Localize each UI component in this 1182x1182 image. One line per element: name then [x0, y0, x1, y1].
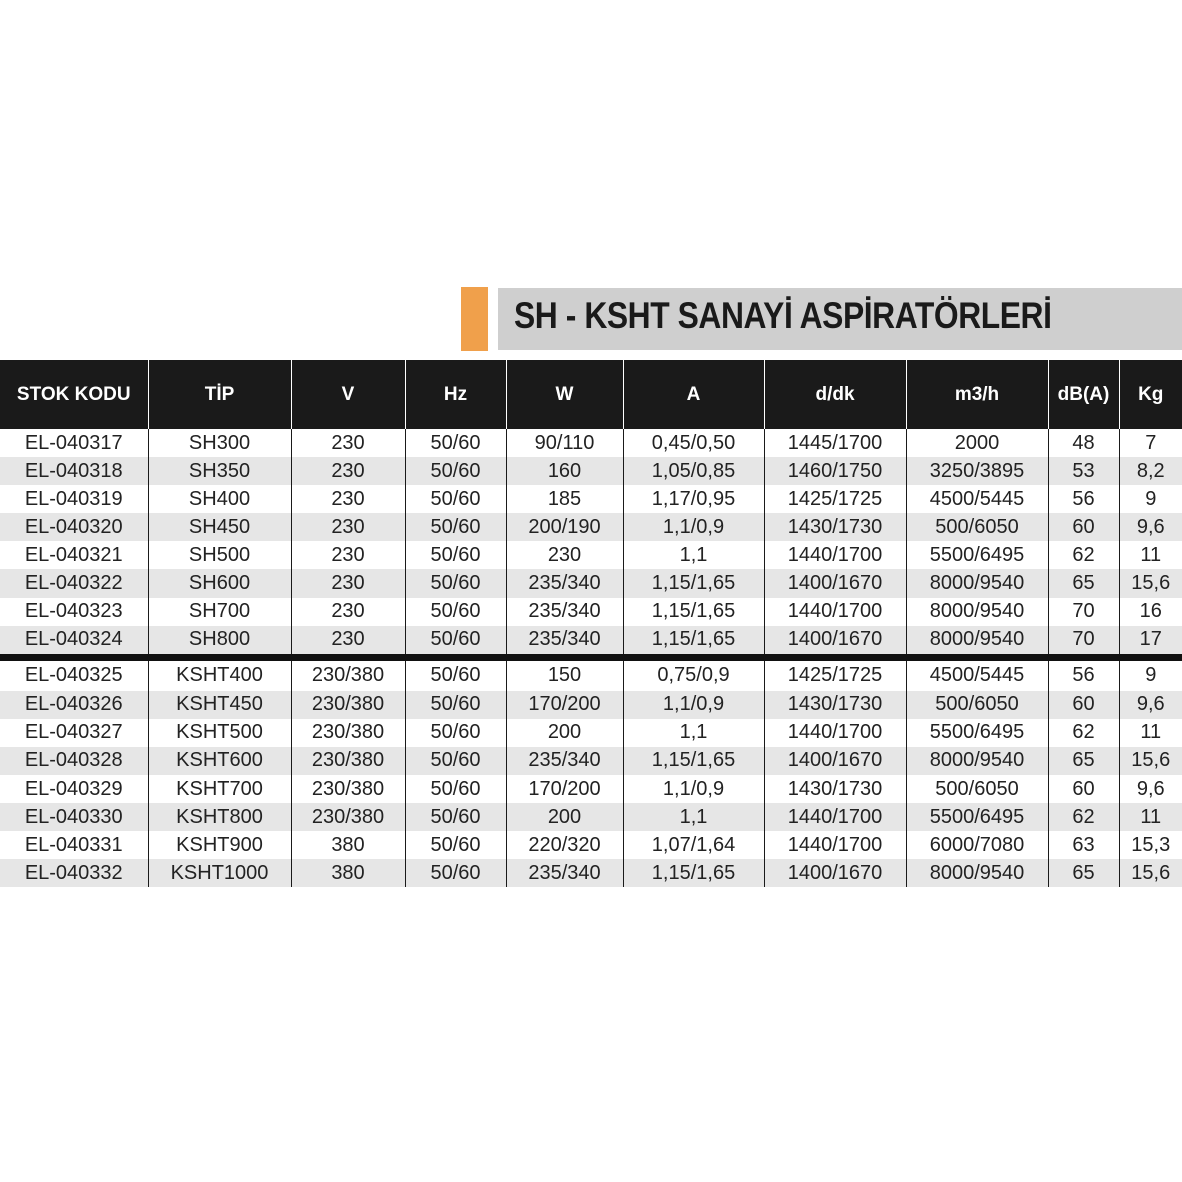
table-row — [0, 457, 1182, 485]
table-header — [0, 360, 1182, 429]
cell-v: 230/380 — [291, 803, 405, 831]
cell-v: 230 — [291, 626, 405, 658]
cell-kg: 9,6 — [1119, 691, 1182, 719]
cell-a: 1,1/0,9 — [623, 775, 764, 803]
cell-w: 220/320 — [506, 831, 623, 859]
table-row — [0, 775, 1182, 803]
cell-ddk: 1425/1725 — [764, 657, 906, 691]
cell-dba: 70 — [1048, 626, 1119, 658]
cell-kg: 16 — [1119, 598, 1182, 626]
table-row — [0, 598, 1182, 626]
cell-m3h: 2000 — [906, 429, 1048, 457]
cell-ddk: 1445/1700 — [764, 429, 906, 457]
column-header-stok-kodu: STOK KODU — [0, 360, 148, 429]
cell-a: 1,1/0,9 — [623, 513, 764, 541]
cell-dba: 63 — [1048, 831, 1119, 859]
cell-kg: 15,6 — [1119, 747, 1182, 775]
cell-a: 0,45/0,50 — [623, 429, 764, 457]
cell-hz: 50/60 — [405, 513, 506, 541]
cell-v: 230 — [291, 457, 405, 485]
cell-ddk: 1440/1700 — [764, 598, 906, 626]
cell-dba: 60 — [1048, 691, 1119, 719]
cell-v: 230 — [291, 598, 405, 626]
cell-v: 380 — [291, 831, 405, 859]
cell-stok-kodu: EL-040319 — [24, 487, 123, 510]
column-header-m3h: m3/h — [906, 360, 1048, 429]
cell-w: 200/190 — [506, 513, 623, 541]
table-row — [0, 803, 1182, 831]
cell-hz: 50/60 — [405, 626, 506, 658]
cell-m3h: 500/6050 — [906, 691, 1048, 719]
cell-w: 160 — [506, 457, 623, 485]
cell-hz: 50/60 — [405, 569, 506, 597]
column-header-a: A — [623, 360, 764, 429]
cell-dba: 70 — [1048, 598, 1119, 626]
cell-w: 150 — [506, 657, 623, 691]
cell-v: 230 — [291, 485, 405, 513]
spec-table — [0, 360, 1182, 887]
cell-kg: 11 — [1119, 803, 1182, 831]
cell-v: 230 — [291, 429, 405, 457]
cell-tip: SH600 — [148, 569, 291, 597]
cell-tip: SH450 — [148, 513, 291, 541]
cell-stok-kodu: EL-040331 — [24, 833, 123, 856]
cell-stok-kodu: EL-040322 — [0, 569, 148, 597]
cell-kg: 15,6 — [1119, 859, 1182, 887]
column-header-w: W — [506, 360, 623, 429]
cell-stok-kodu: EL-040318 — [0, 457, 148, 485]
cell-kg: 9,6 — [1119, 775, 1182, 803]
cell-a: 1,15/1,65 — [623, 569, 764, 597]
cell-ddk: 1440/1700 — [764, 719, 906, 747]
cell-a: 1,15/1,65 — [623, 859, 764, 887]
cell-dba: 48 — [1048, 429, 1119, 457]
cell-tip: KSHT900 — [148, 831, 291, 859]
cell-stok-kodu: EL-040327 — [24, 721, 123, 744]
cell-ddk: 1400/1670 — [764, 569, 906, 597]
cell-hz: 50/60 — [405, 747, 506, 775]
table-row — [0, 747, 1182, 775]
cell-hz: 50/60 — [405, 541, 506, 569]
cell-stok-kodu: EL-040320 — [0, 513, 148, 541]
table-row — [0, 513, 1182, 541]
cell-w: 235/340 — [506, 626, 623, 658]
cell-m3h: 5500/6495 — [906, 803, 1048, 831]
cell-a: 1,17/0,95 — [623, 485, 764, 513]
cell-a: 1,07/1,64 — [623, 831, 764, 859]
column-header-tip: TİP — [148, 360, 291, 429]
cell-hz: 50/60 — [405, 719, 506, 747]
cell-tip: KSHT400 — [148, 657, 291, 691]
cell-stok-kodu: EL-040317 — [24, 431, 123, 454]
cell-w: 200 — [506, 719, 623, 747]
column-header-hz: Hz — [405, 360, 506, 429]
cell-w: 170/200 — [506, 775, 623, 803]
cell-m3h: 5500/6495 — [906, 541, 1048, 569]
cell-w: 235/340 — [506, 598, 623, 626]
cell-v: 230 — [291, 541, 405, 569]
cell-w: 170/200 — [506, 691, 623, 719]
cell-kg: 17 — [1119, 626, 1182, 658]
table-row — [0, 831, 1182, 859]
cell-hz: 50/60 — [405, 429, 506, 457]
table-row — [0, 691, 1182, 719]
table-row — [0, 626, 1182, 658]
cell-a: 0,75/0,9 — [623, 657, 764, 691]
cell-stok-kodu: EL-040321 — [24, 543, 123, 566]
cell-a: 1,15/1,65 — [623, 747, 764, 775]
cell-tip: SH500 — [148, 541, 291, 569]
cell-a: 1,15/1,65 — [623, 598, 764, 626]
cell-m3h: 3250/3895 — [906, 457, 1048, 485]
cell-w: 90/110 — [506, 429, 623, 457]
cell-ddk: 1430/1730 — [764, 513, 906, 541]
cell-hz: 50/60 — [405, 859, 506, 887]
cell-kg: 15,3 — [1119, 831, 1182, 859]
cell-tip: SH700 — [148, 598, 291, 626]
cell-m3h: 8000/9540 — [906, 859, 1048, 887]
cell-m3h: 500/6050 — [906, 775, 1048, 803]
cell-a: 1,1/0,9 — [623, 691, 764, 719]
cell-tip: KSHT1000 — [148, 859, 291, 887]
cell-hz: 50/60 — [405, 803, 506, 831]
cell-a: 1,05/0,85 — [623, 457, 764, 485]
page-title: SH - KSHT SANAYİ ASPİRATÖRLERİ — [514, 295, 1052, 336]
cell-kg: 9 — [1119, 657, 1182, 691]
cell-m3h: 6000/7080 — [906, 831, 1048, 859]
cell-tip: SH300 — [148, 429, 291, 457]
column-header-kg: Kg — [1119, 360, 1182, 429]
cell-hz: 50/60 — [405, 657, 506, 691]
cell-m3h: 4500/5445 — [906, 657, 1048, 691]
table-row — [0, 859, 1182, 887]
cell-v: 230/380 — [291, 691, 405, 719]
cell-v: 230/380 — [291, 747, 405, 775]
cell-tip: KSHT700 — [148, 775, 291, 803]
cell-tip: KSHT450 — [148, 691, 291, 719]
cell-ddk: 1400/1670 — [764, 747, 906, 775]
cell-dba: 53 — [1048, 457, 1119, 485]
cell-w: 235/340 — [506, 747, 623, 775]
cell-hz: 50/60 — [405, 598, 506, 626]
cell-v: 380 — [291, 859, 405, 887]
cell-kg: 11 — [1119, 719, 1182, 747]
column-header-ddk: d/dk — [764, 360, 906, 429]
cell-ddk: 1440/1700 — [764, 831, 906, 859]
cell-hz: 50/60 — [405, 831, 506, 859]
cell-ddk: 1430/1730 — [764, 775, 906, 803]
cell-w: 235/340 — [506, 859, 623, 887]
cell-m3h: 8000/9540 — [906, 747, 1048, 775]
cell-w: 200 — [506, 803, 623, 831]
cell-dba: 65 — [1048, 859, 1119, 887]
cell-tip: KSHT500 — [148, 719, 291, 747]
cell-m3h: 8000/9540 — [906, 598, 1048, 626]
cell-dba: 56 — [1048, 657, 1119, 691]
cell-dba: 65 — [1048, 569, 1119, 597]
cell-ddk: 1400/1670 — [764, 859, 906, 887]
cell-v: 230/380 — [291, 775, 405, 803]
table-row — [0, 719, 1182, 747]
cell-v: 230 — [291, 513, 405, 541]
cell-tip: SH800 — [148, 626, 291, 658]
cell-hz: 50/60 — [405, 775, 506, 803]
cell-stok-kodu: EL-040325 — [0, 657, 148, 691]
cell-v: 230/380 — [291, 719, 405, 747]
table-body — [0, 429, 1182, 887]
cell-dba: 65 — [1048, 747, 1119, 775]
cell-kg: 9,6 — [1119, 513, 1182, 541]
cell-m3h: 5500/6495 — [906, 719, 1048, 747]
cell-tip: KSHT800 — [148, 803, 291, 831]
table-row — [0, 541, 1182, 569]
table-row — [0, 485, 1182, 513]
cell-v: 230 — [291, 569, 405, 597]
cell-ddk: 1440/1700 — [764, 803, 906, 831]
header-row — [0, 360, 1182, 429]
cell-ddk: 1430/1730 — [764, 691, 906, 719]
cell-m3h: 8000/9540 — [906, 569, 1048, 597]
cell-ddk: 1460/1750 — [764, 457, 906, 485]
cell-stok-kodu: EL-040329 — [24, 777, 123, 800]
cell-hz: 50/60 — [405, 691, 506, 719]
cell-kg: 9 — [1119, 485, 1182, 513]
cell-dba: 56 — [1048, 485, 1119, 513]
cell-v: 230/380 — [291, 657, 405, 691]
title-bar — [461, 287, 1182, 351]
cell-stok-kodu: EL-040332 — [0, 859, 148, 887]
cell-w: 235/340 — [506, 569, 623, 597]
cell-m3h: 4500/5445 — [906, 485, 1048, 513]
cell-stok-kodu: EL-040326 — [0, 691, 148, 719]
cell-a: 1,1 — [623, 719, 764, 747]
column-header-v: V — [291, 360, 405, 429]
title-accent-block — [461, 287, 488, 351]
cell-stok-kodu: EL-040330 — [0, 803, 148, 831]
cell-ddk: 1440/1700 — [764, 541, 906, 569]
cell-m3h: 500/6050 — [906, 513, 1048, 541]
cell-stok-kodu: EL-040324 — [0, 626, 148, 658]
cell-a: 1,1 — [623, 541, 764, 569]
cell-kg: 8,2 — [1119, 457, 1182, 485]
cell-tip: SH400 — [148, 485, 291, 513]
table-row — [0, 569, 1182, 597]
cell-tip: KSHT600 — [148, 747, 291, 775]
cell-stok-kodu: EL-040328 — [0, 747, 148, 775]
cell-w: 230 — [506, 541, 623, 569]
cell-dba: 62 — [1048, 541, 1119, 569]
cell-dba: 60 — [1048, 513, 1119, 541]
cell-tip: SH350 — [148, 457, 291, 485]
cell-w: 185 — [506, 485, 623, 513]
cell-kg: 7 — [1119, 429, 1182, 457]
cell-stok-kodu: EL-040323 — [24, 600, 123, 623]
cell-dba: 62 — [1048, 719, 1119, 747]
cell-ddk: 1425/1725 — [764, 485, 906, 513]
cell-hz: 50/60 — [405, 485, 506, 513]
table-row — [0, 657, 1182, 691]
cell-a: 1,1 — [623, 803, 764, 831]
cell-dba: 62 — [1048, 803, 1119, 831]
cell-kg: 11 — [1119, 541, 1182, 569]
column-header-dba: dB(A) — [1048, 360, 1119, 429]
table-row — [0, 429, 1182, 457]
cell-a: 1,15/1,65 — [623, 626, 764, 658]
cell-ddk: 1400/1670 — [764, 626, 906, 658]
cell-hz: 50/60 — [405, 457, 506, 485]
cell-kg: 15,6 — [1119, 569, 1182, 597]
cell-dba: 60 — [1048, 775, 1119, 803]
cell-m3h: 8000/9540 — [906, 626, 1048, 658]
